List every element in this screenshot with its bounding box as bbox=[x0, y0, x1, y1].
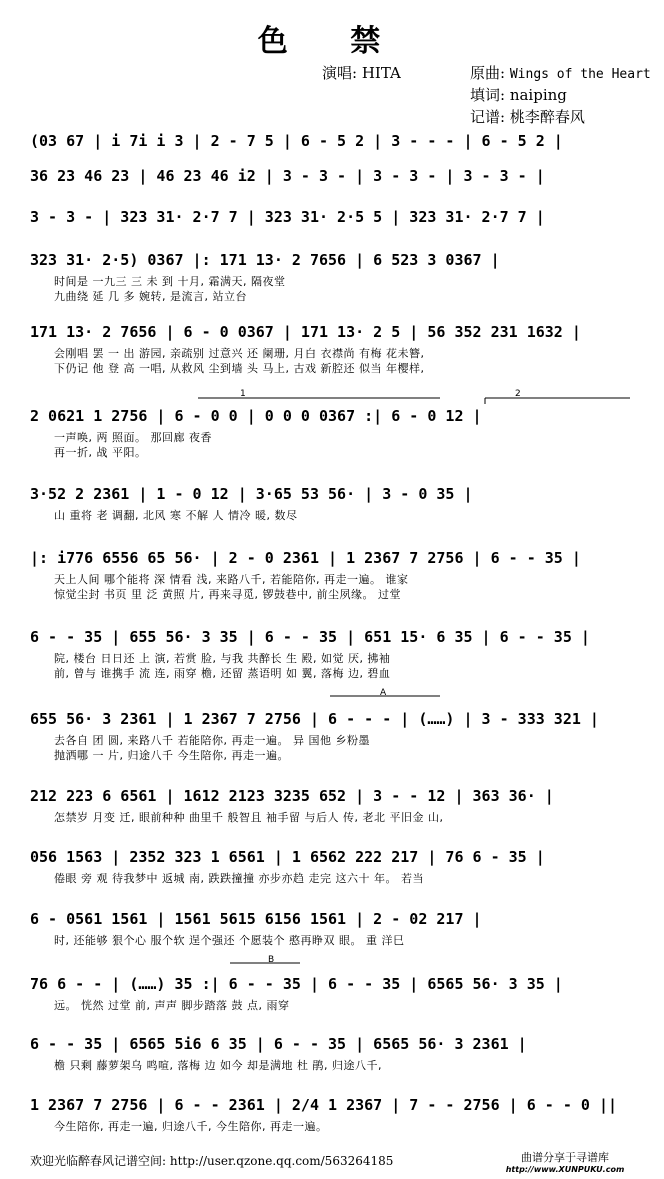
volta-2-label: 2 bbox=[515, 389, 521, 399]
transcriber-credit: 记谱: 桃李醉春风 bbox=[470, 108, 585, 126]
notation-line: 6 - - 35 | 655 56· 3 35 | 6 - - 35 | 651 15· 6 35 | 6 - - 35 | bbox=[30, 628, 590, 646]
segno-b-label: B bbox=[268, 955, 275, 965]
notation-line: 6 - 0561 1561 | 1561 5615 6156 1561 | 2 - 02 217 | bbox=[30, 910, 482, 928]
lyric-line-2: 再一折, 战 平阳。 bbox=[54, 446, 147, 459]
notation-line: 171 13· 2 7656 | 6 - 0 0367 | 171 13· 2 5 | 56 352 231 1632 | bbox=[30, 323, 581, 341]
lyric-line-1: 倦眼 旁 观 待我梦中 返城 南, 跌跌撞撞 亦步亦趋 走完 这六十 年。 若当 bbox=[54, 872, 424, 885]
lyric-line-1: 檐 只剩 藤萝架乌 鸣喧, 落梅 边 如今 却是满地 杜 鹃, 归途八千, bbox=[54, 1059, 382, 1072]
footer-credit: 欢迎光临醉春风记谱空间: http://user.qzone.qq.com/563264185 bbox=[30, 1154, 394, 1168]
lyric-line-1: 去各自 团 圆, 来路八千 若能陪你, 再走一遍。 异 国他 乡粉墨 bbox=[54, 734, 370, 747]
lyric-line-2: 下仍记 他 登 高 一唱, 从救风 尘到墙 头 马上, 古戏 新腔还 似当 年樱样, bbox=[54, 362, 425, 375]
notation-line: 3·52 2 2361 | 1 - 0 12 | 3·65 53 56· | 3 - 0 35 | bbox=[30, 485, 473, 503]
lyric-line-1: 天上人间 哪个能将 深 情看 浅, 来路八千, 若能陪你, 再走一遍。 谁家 bbox=[54, 573, 409, 586]
volta-1-label: 1 bbox=[240, 389, 246, 399]
lyric-line-1: 远。 恍然 过堂 前, 声声 脚步踏落 鼓 点, 雨穿 bbox=[54, 999, 290, 1012]
notation-line: 1 2367 7 2756 | 6 - - 2361 | 2/4 1 2367 | 7 - - 2756 | 6 - - 0 || bbox=[30, 1096, 617, 1114]
lyric-line-1: 山 重将 老 调翻, 北风 寒 不解 人 情冷 暖, 数尽 bbox=[54, 509, 298, 522]
notation-line: 323 31· 2·5) 0367 |: 171 13· 2 7656 | 6 523 3 0367 | bbox=[30, 251, 500, 269]
lyricist-credit: 填词: naiping bbox=[470, 86, 567, 104]
segno-a-label: A bbox=[380, 688, 387, 698]
notation-line: (03 67 | i 7i i 3 | 2 - 7 5 | 6 - 5 2 | 3 - - - | 6 - 5 2 | bbox=[30, 132, 563, 150]
lyric-line-1: 今生陪你, 再走一遍, 归途八千, 今生陪你, 再走一遍。 bbox=[54, 1120, 328, 1133]
notation-line: 212 223 6 6561 | 1612 2123 3235 652 | 3 - - 12 | 363 36· | bbox=[30, 787, 554, 805]
lyric-line-2: 前, 曾与 谁携手 流 连, 雨穿 檐, 还留 蒸语明 如 翼, 落梅 边, 碧血 bbox=[54, 667, 391, 680]
lyric-line-2: 九曲绕 延 几 多 婉转, 是流言, 站立台 bbox=[54, 290, 247, 303]
notation-line: 655 56· 3 2361 | 1 2367 7 2756 | 6 - - - | (……) | 3 - 333 321 | bbox=[30, 710, 599, 728]
notation-line: 6 - - 35 | 6565 5i6 6 35 | 6 - - 35 | 6565 56· 3 2361 | bbox=[30, 1035, 527, 1053]
footer-watermark bbox=[500, 1149, 630, 1174]
notation-line: |: i776 6556 65 56· | 2 - 0 2361 | 1 2367 7 2756 | 6 - - 35 | bbox=[30, 549, 581, 567]
watermark-url: http://www.XUNPUKU.com bbox=[505, 1165, 625, 1174]
notation-line: 36 23 46 23 | 46 23 46 i2 | 3 - 3 - | 3 - 3 - | 3 - 3 - | bbox=[30, 167, 545, 185]
volta-2-bracket bbox=[485, 398, 630, 404]
notation-line: 76 6 - - | (……) 35 :| 6 - - 35 | 6 - - 35 | 6565 56· 3 35 | bbox=[30, 975, 563, 993]
notation-line: 056 1563 | 2352 323 1 6561 | 1 6562 222 217 | 76 6 - 35 | bbox=[30, 848, 545, 866]
song-title: 色 禁 bbox=[257, 24, 407, 59]
singer-credit: 演唱: HITA bbox=[322, 64, 401, 82]
lyric-line-1: 怎禁岁 月变 迁, 眼前种种 曲里千 般智且 袖手留 与后人 传, 老北 平旧金 山, bbox=[54, 811, 444, 824]
lyric-line-1: 时, 还能够 狠个心 服个软 逞个强还 个愿装个 憨再睁双 眼。 重 洋巳 bbox=[54, 934, 405, 947]
original-label: 原曲: bbox=[470, 64, 506, 82]
lyric-line-1: 时间是 一九三 三 未 到 十月, 霜满天, 隔夜堂 bbox=[54, 275, 286, 288]
lyric-line-1: 院, 楼台 日日还 上 演, 若赏 脸, 与我 共醉长 生 殿, 如觉 厌, 拂袖 bbox=[54, 652, 391, 665]
watermark-title: 曲谱分享于寻谱库 bbox=[521, 1151, 609, 1164]
notation-line: 2 0621 1 2756 | 6 - 0 0 | 0 0 0 0367 :| 6 - 0 12 | bbox=[30, 407, 482, 425]
notation-line: 3 - 3 - | 323 31· 2·7 7 | 323 31· 2·5 5 | 323 31· 2·7 7 | bbox=[30, 208, 545, 226]
lyric-line-2: 惊觉尘封 书页 里 泛 黄照 片, 再来寻觅, 锣鼓巷中, 前尘夙缘。 过堂 bbox=[54, 588, 401, 601]
lyric-line-1: 一声唤, 两 照面。 那回廊 夜香 bbox=[54, 431, 212, 444]
lyric-line-1: 会刚唱 罢 一 出 游园, 亲疏别 过意兴 还 阑珊, 月白 衣襟尚 有梅 花未簪, bbox=[54, 347, 425, 360]
original-value: Wings of the Heart bbox=[509, 67, 651, 82]
lyric-line-2: 抛洒哪 一 片, 归途八千 今生陪你, 再走一遍。 bbox=[54, 749, 289, 762]
